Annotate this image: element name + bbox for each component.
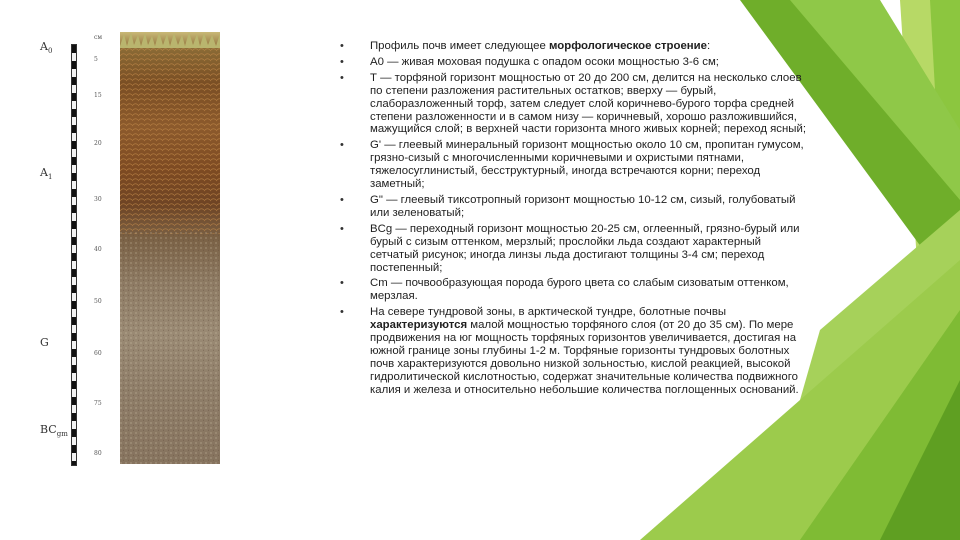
list-item: • Т — торфяной горизонт мощностью от 20 до 200 см, делится на несколько слоев по степени разложения растительных остатков; вверху — бурый, слаборазложенный торф, затем следует слой коричнево-бурого торфа средней степени разложенности и в самом низу — коричневый, хорошо разложившийся, мажущийся слой; в верхней части горизонта много живых корней; переход ясный;	[340, 71, 807, 136]
soil-profile-figure	[36, 30, 196, 470]
bullet-dot: •	[340, 277, 344, 290]
ruler-tick: 30	[94, 196, 102, 203]
ruler-tick: 50	[94, 298, 102, 305]
bullet-dot: •	[340, 40, 344, 52]
horizon-labels	[36, 30, 76, 470]
list-item: • G' — глеевый минеральный горизонт мощностью около 10 см, пропитан гумусом, грязно-сизый с многочисленными коричневыми и охристыми пятнами, тяжелосуглинистый, бесструктурный, иногда встречаются корни; переход заметный;	[340, 139, 804, 191]
list-item: • BCg — переходный горизонт мощностью 20-25 см, оглеенный, грязно-бурый или бурый с сизым оттенком, мерзлый; прослойки льда создают характерный сетчатый рисунок; иногда линзы льда достигают толщины 3-4 см; переход постепенный;	[340, 222, 800, 274]
list-item: • Профиль почв имеет следующее морфологическое строение:	[340, 40, 711, 52]
ruler-tick: 20	[94, 140, 102, 147]
bullet-dot: •	[340, 139, 344, 152]
list-item: • На севере тундровой зоны, в арктической тундре, болотные почвы характеризуются малой мощностью торфяного слоя (от 20 до 35 см). По мере продвижения на юг мощность торфяных горизонтов увеличивается, достигая на южной границе зоны глубины 1-2 м. Торфяные горизонты тундровых болотных почв характеризуются довольно низкой зольностью, кислой реакцией, высокой гидролитической кислотностью, содержат значительные количества подвижного калия и железа и относительно небольшие количества поглощенных оснований.	[340, 306, 799, 396]
horizon-label-a1: $A_1$	[40, 166, 53, 182]
ruler-scale-bar	[71, 44, 77, 466]
horizon-label-bcgm: $BC_{gm}$	[40, 423, 68, 439]
depth-ruler	[78, 34, 103, 464]
soil-column-drawing	[120, 32, 220, 464]
ruler-tick: 15	[94, 92, 102, 99]
bullet-dot: •	[340, 306, 344, 319]
bullet-list	[340, 40, 810, 400]
ruler-tick: 40	[94, 246, 102, 253]
soil-column	[120, 32, 220, 464]
ruler-tick: 5	[94, 56, 98, 63]
bullet-dot: •	[340, 193, 344, 206]
bullet-dot: •	[340, 55, 344, 68]
list-item: • G" — глеевый тиксотропный горизонт мощностью 10-12 см, сизый, голубоватый или зеленоватый;	[340, 193, 796, 219]
ruler-tick: 75	[94, 400, 102, 407]
ruler-tick: см	[94, 34, 103, 41]
horizon-label-a0: $A_0$	[40, 40, 53, 56]
list-item: • А0 — живая моховая подушка с опадом осоки мощностью 3-6 см;	[340, 55, 719, 68]
ruler-tick: 60	[94, 350, 102, 357]
bullet-dot: •	[340, 71, 344, 84]
bullet-dot: •	[340, 222, 344, 235]
list-item: • Cm — почвообразующая порода бурого цвета со слабым сизоватым оттенком, мерзлая.	[340, 277, 789, 303]
ruler-tick: 80	[94, 450, 102, 457]
horizon-label-g: G	[40, 336, 49, 349]
